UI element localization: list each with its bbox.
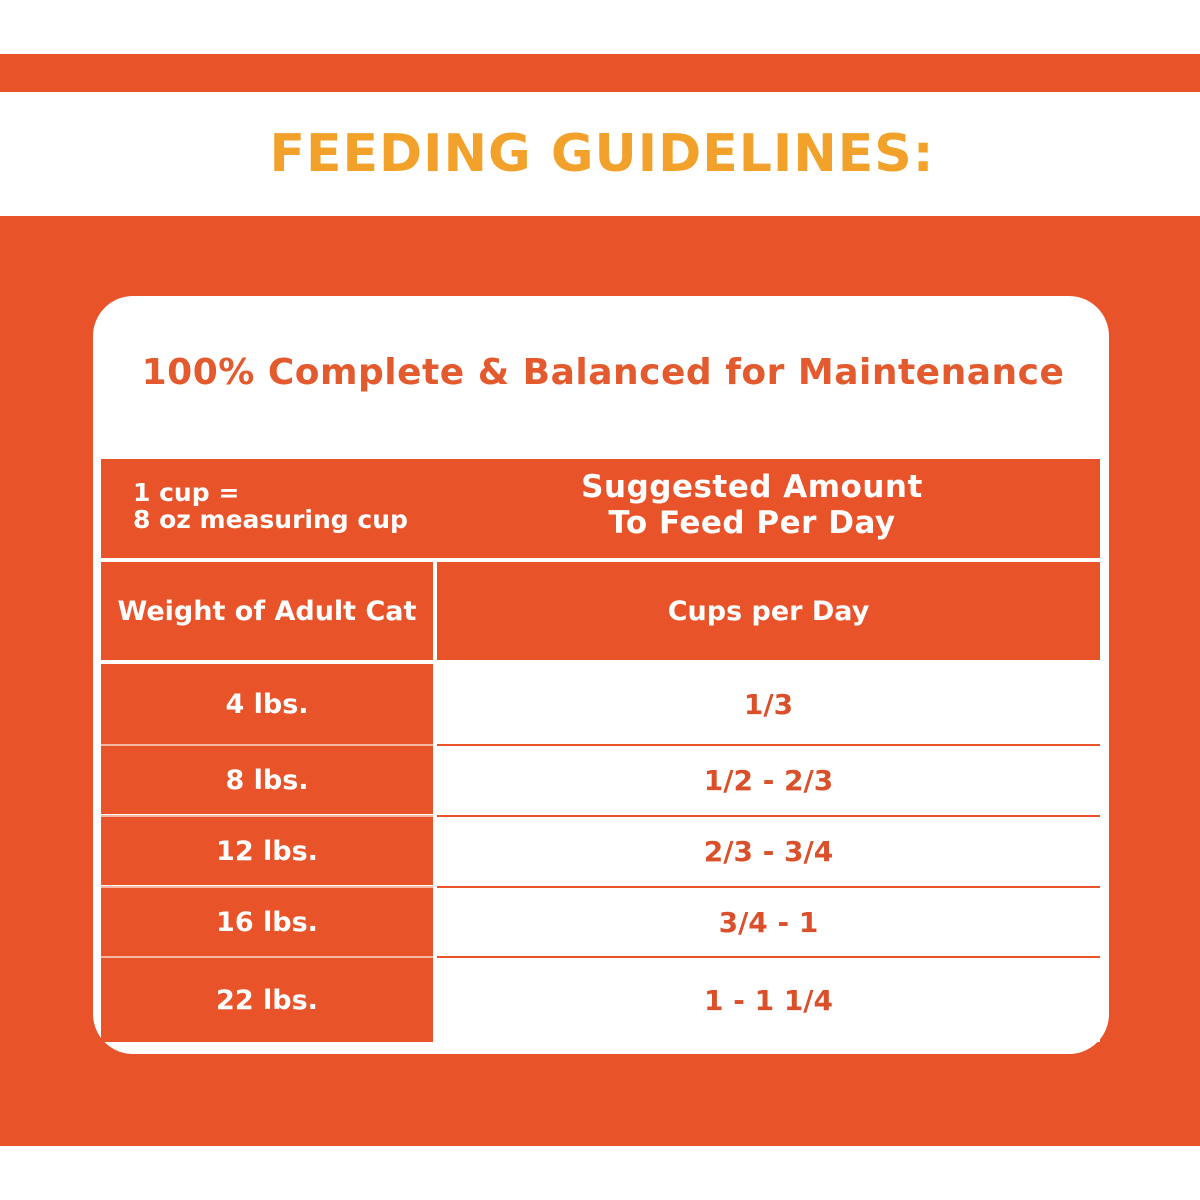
suggested-amount-line-1: Suggested Amount xyxy=(581,468,923,505)
suggested-amount-header xyxy=(500,459,1004,558)
row-divider xyxy=(101,744,433,746)
card-heading: 100% Complete & Balanced for Maintenance xyxy=(141,352,1065,393)
column-header-cups: Cups per Day xyxy=(437,562,1100,660)
table-row-cups: 1/3 xyxy=(437,664,1100,744)
table-row-weight: 22 lbs. xyxy=(101,958,433,1042)
table-row-weight: 8 lbs. xyxy=(101,746,433,814)
table-row-weight: 16 lbs. xyxy=(101,888,433,956)
table-row-weight: 4 lbs. xyxy=(101,664,433,744)
row-divider xyxy=(101,886,433,888)
suggested-amount-line-2: To Feed Per Day xyxy=(608,504,896,541)
row-divider xyxy=(437,744,1100,746)
top-orange-stripe xyxy=(0,54,1200,92)
table-row-weight: 12 lbs. xyxy=(101,817,433,885)
measuring-note-line-1: 1 cup = xyxy=(133,477,240,507)
row-divider xyxy=(437,956,1100,958)
bottom-band xyxy=(0,1146,1200,1200)
title-band xyxy=(0,92,1200,216)
row-divider xyxy=(101,956,433,958)
table-row-cups: 1/2 - 2/3 xyxy=(437,746,1100,814)
row-divider xyxy=(437,815,1100,817)
table-row-cups: 3/4 - 1 xyxy=(437,888,1100,956)
row-divider xyxy=(437,886,1100,888)
table-row-cups: 2/3 - 3/4 xyxy=(437,817,1100,885)
measuring-note-line-2: 8 oz measuring cup xyxy=(133,504,408,534)
page-title: FEEDING GUIDELINES: xyxy=(269,124,935,184)
table-row-cups: 1 - 1 1/4 xyxy=(437,958,1100,1042)
row-divider xyxy=(101,815,433,817)
column-header-weight: Weight of Adult Cat xyxy=(101,562,433,660)
